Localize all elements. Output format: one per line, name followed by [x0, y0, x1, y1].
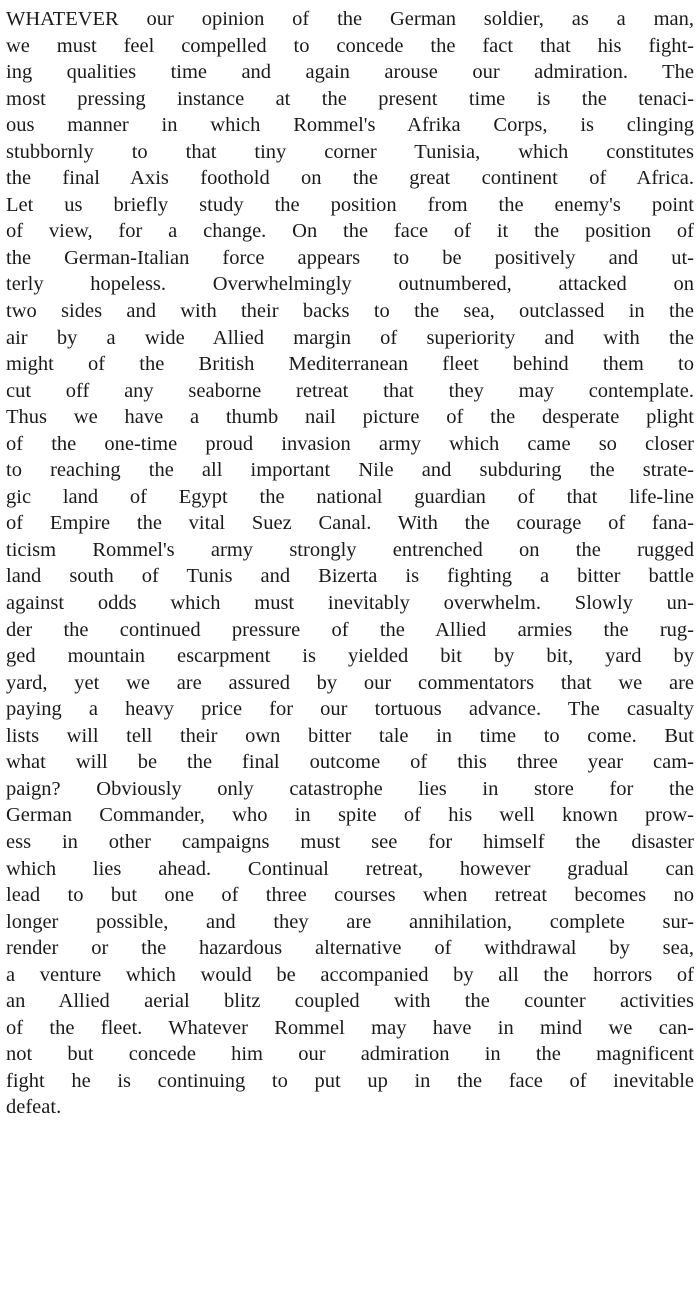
article-line: the German-Italian force appears to be positively and ut-: [6, 246, 694, 269]
article-line: longer possible, and they are annihilation, complete sur-: [6, 910, 694, 933]
article-line: paying a heavy price for our tortuous advance. The casualty: [6, 698, 694, 721]
article-line: which lies ahead. Continual retreat, however gradual can: [6, 857, 694, 880]
article-line: defeat.: [6, 1096, 62, 1119]
article-line: we must feel compelled to concede the fact that his fight-: [6, 34, 694, 57]
article-line: the final Axis foothold on the great continent of Africa.: [6, 167, 694, 190]
article-line: fight he is continuing to put up in the face of inevitable: [6, 1069, 694, 1092]
article-line: terly hopeless. Overwhelmingly outnumbered, attacked on: [6, 273, 694, 296]
article-line: stubbornly to that tiny corner Tunisia, which constitutes: [6, 140, 694, 163]
article-line: der the continued pressure of the Allied armies the rug-: [6, 618, 694, 641]
article-line: ticism Rommel's army strongly entrenched on the rugged: [6, 538, 694, 561]
article-line: ged mountain escarpment is yielded bit by bit, yard by: [6, 645, 694, 668]
article-line: of Empire the vital Suez Canal. With the courage of fana-: [6, 512, 694, 535]
article-line: WHATEVER our opinion of the German soldier, as a man,: [6, 8, 694, 30]
article-line: two sides and with their backs to the sea, outclassed in the: [6, 300, 694, 323]
article-line: of the fleet. Whatever Rommel may have in mind we can-: [6, 1016, 694, 1039]
article-line: gic land of Egypt the national guardian of that life-line: [6, 485, 694, 508]
article-line: Let us briefly study the position from the enemy's point: [6, 193, 694, 216]
article-line: a venture which would be accompanied by all the horrors of: [6, 963, 694, 986]
article-line: ess in other campaigns must see for himself the disaster: [6, 830, 694, 853]
article-line: ing qualities time and again arouse our admiration. The: [6, 61, 694, 84]
article-line: against odds which must inevitably overwhelm. Slowly un-: [6, 592, 694, 615]
article-line: yard, yet we are assured by our commentators that we are: [6, 671, 694, 694]
article-line: render or the hazardous alternative of withdrawal by sea,: [6, 937, 694, 960]
article-line: ous manner in which Rommel's Afrika Corps, is clinging: [6, 114, 694, 137]
article-body: [6, 6, 694, 1121]
article-line: Thus we have a thumb nail picture of the desperate plight: [6, 406, 694, 429]
article-line: paign? Obviously only catastrophe lies in store for the: [6, 777, 694, 800]
article-line: of the one-time proud invasion army which came so closer: [6, 432, 694, 455]
article-line: lead to but one of three courses when retreat becomes no: [6, 884, 694, 907]
article-line: to reaching the all important Nile and subduring the strate-: [6, 459, 694, 482]
article-line: not but concede him our admiration in the magnificent: [6, 1043, 694, 1066]
article-line: an Allied aerial blitz coupled with the counter activities: [6, 990, 694, 1013]
article-line: of view, for a change. On the face of it the position of: [6, 220, 694, 243]
article-line: land south of Tunis and Bizerta is fighting a bitter battle: [6, 565, 694, 588]
article-line: lists will tell their own bitter tale in time to come. But: [6, 724, 694, 747]
article-line: most pressing instance at the present time is the tenaci-: [6, 87, 694, 110]
article-line: might of the British Mediterranean fleet behind them to: [6, 353, 694, 376]
article-line: what will be the final outcome of this three year cam-: [6, 751, 694, 774]
article-line: cut off any seaborne retreat that they may contemplate.: [6, 379, 694, 402]
article-line: air by a wide Allied margin of superiority and with the: [6, 326, 694, 349]
article-line: German Commander, who in spite of his well known prow-: [6, 804, 694, 827]
